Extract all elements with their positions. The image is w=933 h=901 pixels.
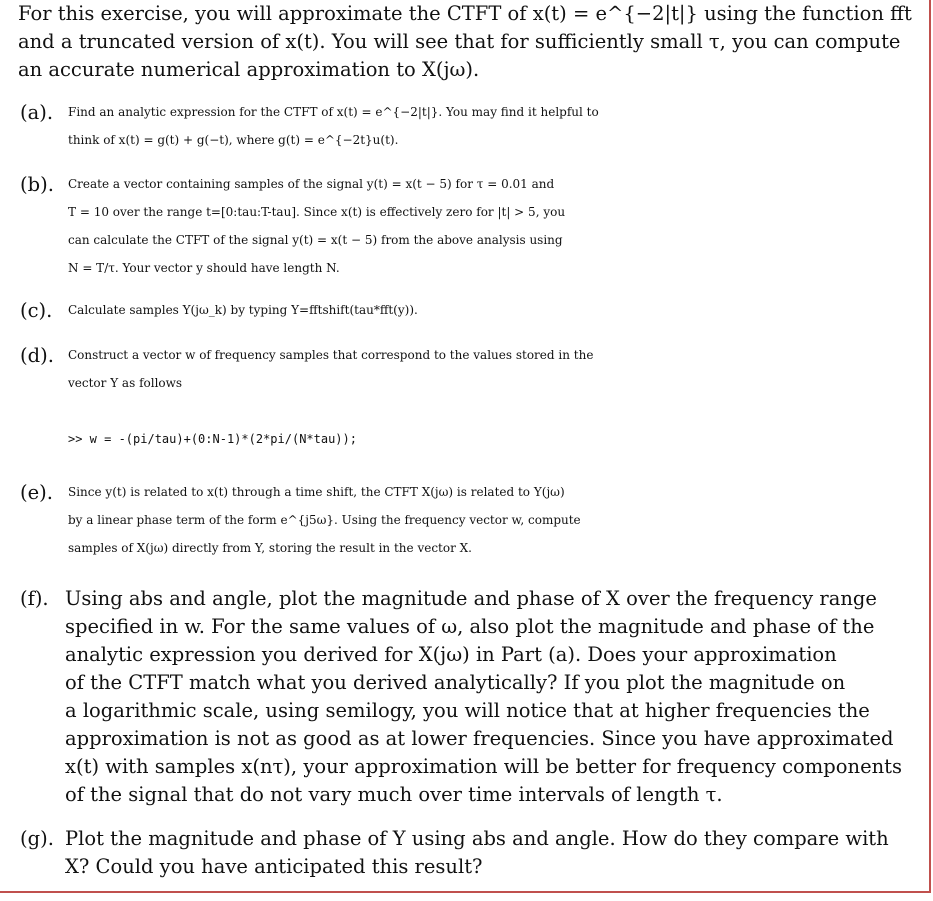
item-c-label: (c).: [20, 299, 53, 322]
item-a-line-2: think of x(t) = g(t) + g(−t), where g(t) = e^{−2t}u(t).: [68, 133, 399, 147]
item-d-line-1: Construct a vector w of frequency samples that correspond to the values stored in the: [68, 348, 594, 362]
item-g-line-1: Plot the magnitude and phase of Y using abs and angle. How do they compare with: [65, 827, 889, 850]
item-c-line-1: Calculate samples Y(jω_k) by typing Y=fftshift(tau*fft(y)).: [68, 303, 418, 317]
item-e-line-2: by a linear phase term of the form e^{j5ω}. Using the frequency vector w, compute: [68, 513, 581, 527]
item-b-line-2: T = 10 over the range t=[0:tau:T-tau]. Since x(t) is effectively zero for |t| > 5, you: [68, 205, 566, 219]
item-d-line-2: vector Y as follows: [68, 376, 183, 390]
item-g-label: (g).: [20, 827, 54, 850]
page-frame-bottom: [0, 891, 931, 893]
item-f-label: (f).: [20, 587, 49, 610]
item-b-label: (b).: [20, 173, 54, 196]
item-f-line-4: of the CTFT match what you derived analytically? If you plot the magnitude on: [65, 671, 846, 694]
item-b-line-3: can calculate the CTFT of the signal y(t) = x(t − 5) from the above analysis using: [68, 233, 563, 247]
item-b-line-1: Create a vector containing samples of the signal y(t) = x(t − 5) for τ = 0.01 and: [68, 177, 555, 191]
item-g-line-2: X? Could you have anticipated this result?: [65, 855, 483, 878]
item-d-label: (d).: [20, 344, 54, 367]
item-e-label: (e).: [20, 481, 53, 504]
item-f-line-2: specified in w. For the same values of ω, also plot the magnitude and phase of the: [65, 615, 875, 638]
page-frame-right: [929, 0, 931, 893]
item-b-line-4: N = T/τ. Your vector y should have length N.: [68, 261, 340, 275]
item-f-line-5: a logarithmic scale, using semilogy, you will notice that at higher frequencies the: [65, 699, 870, 722]
intro-line-2: and a truncated version of x(t). You will see that for sufficiently small τ, you can compute: [18, 30, 901, 53]
item-a-line-1: Find an analytic expression for the CTFT of x(t) = e^{−2|t|}. You may find it helpful to: [68, 105, 599, 119]
item-f-line-3: analytic expression you derived for X(jω) in Part (a). Does your approximation: [65, 643, 837, 666]
intro-line-3: an accurate numerical approximation to X(jω).: [18, 58, 480, 81]
item-e-line-1: Since y(t) is related to x(t) through a time shift, the CTFT X(jω) is related to Y(jω): [68, 485, 565, 499]
item-f-line-6: approximation is not as good as at lower frequencies. Since you have approximated: [65, 727, 894, 750]
item-f-line-1: Using abs and angle, plot the magnitude and phase of X over the frequency range: [65, 587, 877, 610]
item-e-line-3: samples of X(jω) directly from Y, storing the result in the vector X.: [68, 541, 472, 555]
item-d-code: >> w = -(pi/tau)+(0:N-1)*(2*pi/(N*tau));: [68, 432, 357, 446]
item-a-label: (a).: [20, 101, 54, 124]
item-f-line-7: x(t) with samples x(nτ), your approximation will be better for frequency components: [65, 755, 903, 778]
intro-line-1: For this exercise, you will approximate the CTFT of x(t) = e^{−2|t|} using the function fft: [18, 2, 912, 25]
item-f-line-8: of the signal that do not vary much over time intervals of length τ.: [65, 783, 723, 806]
